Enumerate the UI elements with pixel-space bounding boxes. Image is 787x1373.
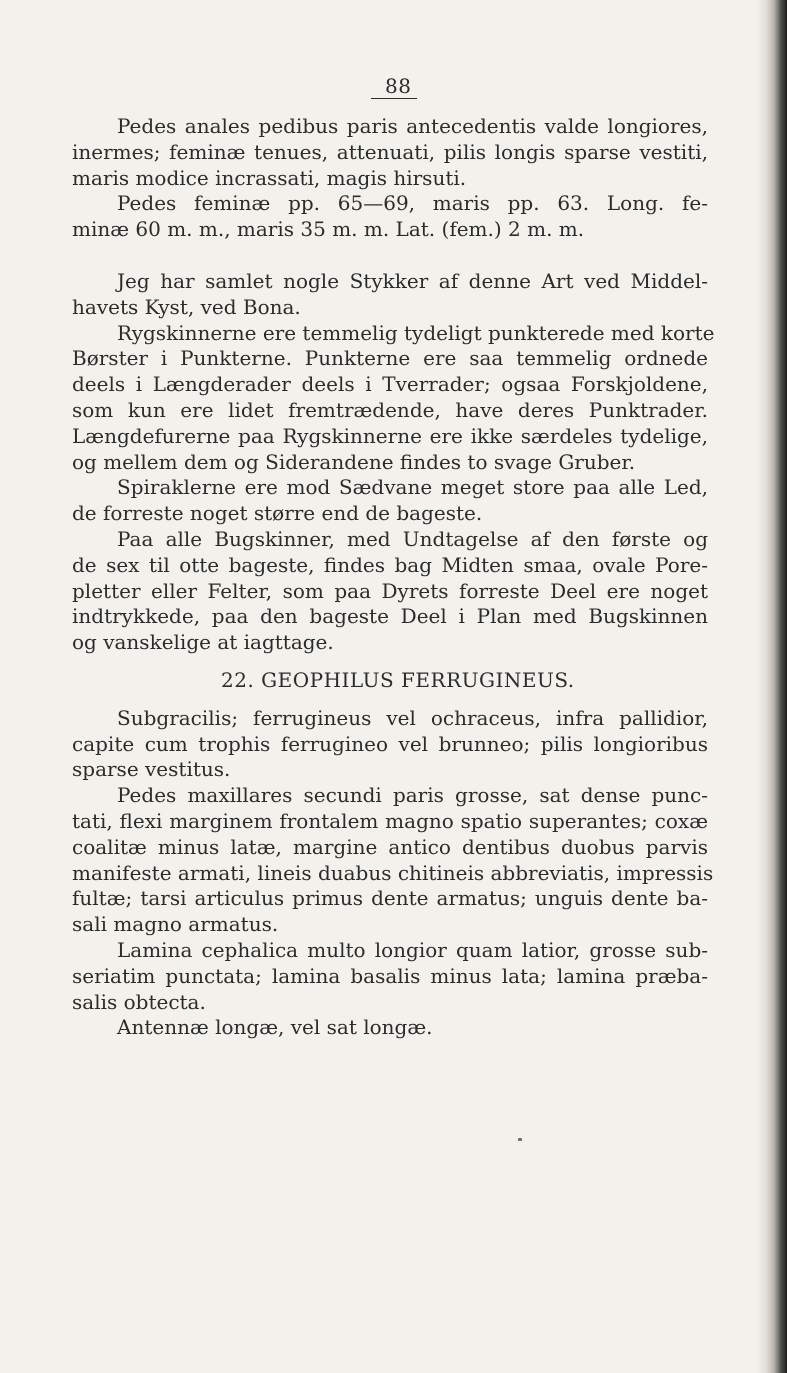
species-heading: 22. GEOPHILUS FERRUGINEUS.: [221, 667, 575, 692]
text-line: og mellem dem og Siderandene findes to svage Gruber.: [72, 449, 636, 474]
text-line: Pedes maxillares secundi paris grosse, sat dense punc-: [117, 783, 708, 808]
paragraph: [72, 269, 708, 321]
text-line: Subgracilis; ferrugineus vel ochraceus, infra pallidior,: [117, 705, 708, 730]
paragraph: [72, 783, 714, 938]
text-line: som kun ere lidet fremtrædende, have deres Punktrader.: [72, 397, 708, 422]
section-geophilus-ferrugineus: [72, 705, 714, 1041]
paragraph: [72, 1015, 708, 1041]
paragraph: [72, 706, 708, 783]
text-line: maris modice incrassati, magis hirsuti.: [72, 165, 467, 190]
text-line: coalitæ minus latæ, margine antico dentibus duobus parvis: [72, 834, 708, 859]
text-line: Børster i Punkterne. Punkterne ere saa temmelig ordnede: [72, 346, 708, 371]
text-line: indtrykkede, paa den bageste Deel i Plan med Bugskinnen: [72, 604, 708, 629]
text-line: manifeste armati, lineis duabus chitineis abbreviatis, impressis: [72, 860, 714, 885]
text-line: salis obtecta.: [72, 989, 206, 1014]
page-number: 88: [385, 74, 412, 98]
paragraph-gap: [72, 243, 708, 269]
text-line: Pedes feminæ pp. 65—69, maris pp. 63. Long. fe-: [117, 191, 708, 216]
text-line: Spiraklerne ere mod Sædvane meget store paa alle Led,: [117, 475, 708, 500]
text-line: deels i Længderader deels i Tverrader; ogsaa Forskjoldene,: [72, 372, 708, 397]
heading-spacer-top: [72, 656, 708, 668]
text-line: Antennæ longæ, vel sat longæ.: [117, 1015, 433, 1040]
text-line: Pedes anales pedibus paris antecedentis valde longiores,: [117, 114, 708, 138]
text-line: tati, flexi marginem frontalem magno spatio superantes; coxæ: [72, 808, 708, 833]
text-line: Jeg har samlet nogle Stykker af denne Art ved Middel-: [117, 268, 708, 293]
text-line: Lamina cephalica multo longior quam latior, grosse sub-: [117, 937, 708, 962]
text-line: sparse vestitus.: [72, 757, 231, 782]
text-line: pletter eller Felter, som paa Dyrets forreste Deel ere noget: [72, 578, 708, 603]
text-line: seriatim punctata; lamina basalis minus lata; lamina præba-: [72, 963, 708, 988]
paragraph: [72, 938, 708, 1015]
text-line: havets Kyst, ved Bona.: [72, 294, 301, 319]
paragraph: [72, 320, 715, 476]
section-geophilus-previous: [72, 114, 715, 656]
text-line: Længdefurerne paa Rygskinnerne ere ikke særdeles tydelige,: [72, 423, 708, 448]
text-line: minæ 60 m. m., maris 35 m. m. Lat. (fem.) 2 m. m.: [72, 217, 585, 242]
text-line: de sex til otte bageste, findes bag Midten smaa, ovale Pore-: [72, 552, 708, 577]
paragraph: [72, 114, 708, 191]
binding-shadow: [757, 0, 765, 1373]
heading-spacer-bottom: [72, 694, 708, 706]
text-line: inermes; feminæ tenues, attenuati, pilis longis sparse vestiti,: [72, 139, 708, 164]
text-line: fultæ; tarsi articulus primus dente armatus; unguis dente ba-: [72, 886, 708, 911]
book-spine-edge: [765, 0, 787, 1373]
paragraph: [72, 191, 708, 243]
paragraph: [72, 475, 708, 527]
body-text: [72, 114, 715, 1041]
page-number-underline: [371, 98, 417, 99]
text-line: Paa alle Bugskinner, med Undtagelse af den første og: [117, 526, 708, 551]
text-line: de forreste noget større end de bageste.: [72, 501, 483, 526]
text-line: capite cum trophis ferrugineo vel brunneo; pilis longioribus: [72, 731, 708, 756]
text-line: sali magno armatus.: [72, 912, 279, 937]
paper-speck: [518, 1138, 522, 1141]
paragraph: [72, 527, 708, 656]
text-line: og vanskelige at iagttage.: [72, 630, 334, 655]
text-line: Rygskinnerne ere temmelig tydeligt punkterede med korte: [117, 320, 715, 345]
